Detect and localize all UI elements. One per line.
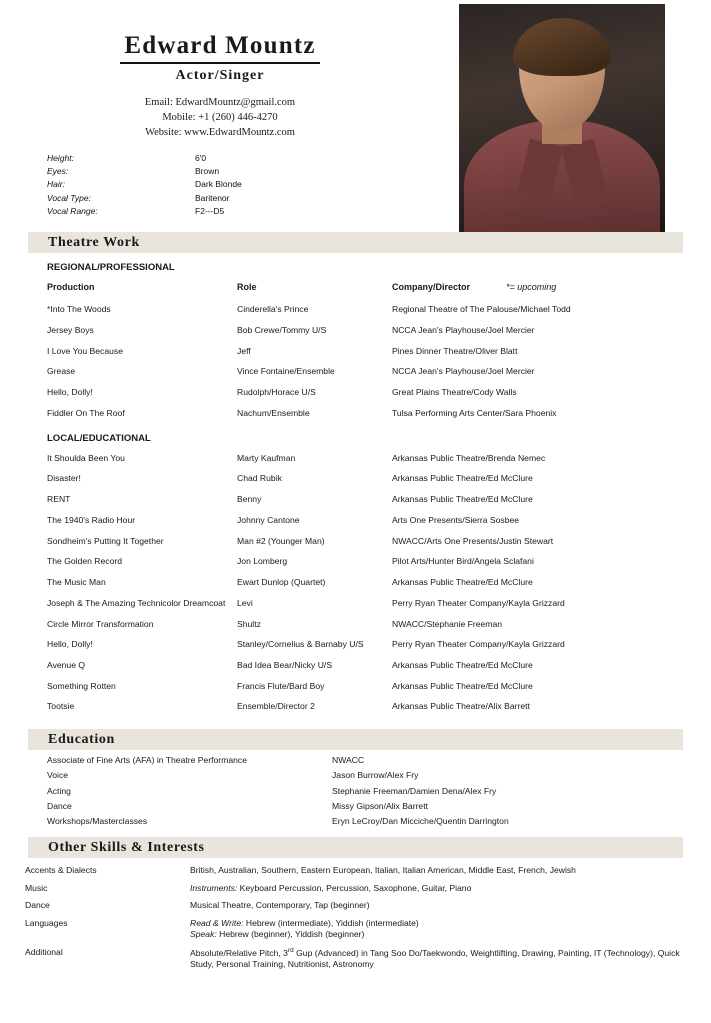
- stat-value: Brown: [195, 166, 220, 177]
- credit-production: I Love You Because: [47, 345, 123, 356]
- skill-row: [0, 862, 711, 880]
- table-row: [0, 489, 711, 510]
- performer-name: Edward Mountz: [120, 32, 319, 64]
- credit-company: Arkansas Public Theatre/Alix Barrett: [392, 701, 530, 712]
- credit-company: NWACC/Stephanie Freeman: [392, 618, 503, 629]
- credit-production: Avenue Q: [47, 660, 86, 670]
- table-row: [0, 593, 711, 614]
- table-row: [0, 634, 711, 655]
- theatre-section: [0, 262, 711, 717]
- headshot-photo: [459, 4, 665, 232]
- table-row: [0, 341, 711, 362]
- credit-company: Arkansas Public Theatre/Ed McClure: [392, 494, 533, 505]
- skill-row: [0, 880, 711, 898]
- skill-line-text: Keyboard Percussion, Percussion, Saxophone, Guitar, Piano: [239, 882, 472, 893]
- credit-production: Jersey Boys: [47, 324, 94, 335]
- credit-company: NCCA Jean's Playhouse/Joel Mercier: [392, 366, 535, 377]
- skill-label: Accents & Dialects: [25, 865, 97, 876]
- stat-row: [47, 178, 242, 191]
- table-row: [0, 403, 711, 424]
- skill-value: [190, 944, 711, 974]
- table-row: [0, 299, 711, 320]
- table-row: [0, 676, 711, 697]
- skill-line-text: Absolute/Relative Pitch, 3rd Gup (Advanced) in Tang Soo Do/Taekwondo, Weightlifting, Drawing, Painting, IT (Technology), Quick Study, Personal Training, Nutritionist, Astronomy: [190, 947, 680, 970]
- skill-line-lead: Instruments:: [190, 882, 240, 893]
- contact-email: Email: EdwardMountz@gmail.com: [144, 97, 296, 108]
- credit-production: Sondheim's Putting It Together: [47, 535, 164, 546]
- stat-label: Height:: [47, 153, 74, 163]
- credit-role: Ensemble/Director 2: [237, 701, 315, 712]
- skill-value: [190, 915, 711, 944]
- credit-role: Man #2 (Younger Man): [237, 535, 325, 546]
- skill-value: [190, 862, 711, 880]
- stat-row: [47, 205, 242, 218]
- credit-production: RENT: [47, 494, 71, 505]
- credit-company: NWACC/Arts One Presents/Justin Stewart: [392, 535, 554, 546]
- stat-label: Eyes:: [47, 166, 69, 177]
- skill-line: [190, 883, 681, 895]
- skill-value: [190, 880, 711, 898]
- skill-row: [0, 915, 711, 944]
- credit-role: Marty Kaufman: [237, 452, 296, 463]
- credit-company: Perry Ryan Theater Company/Kayla Grizzard: [392, 639, 565, 650]
- education-row: [0, 753, 711, 768]
- photo-hair: [513, 18, 611, 76]
- table-row: [0, 551, 711, 572]
- theatre-local-heading: LOCAL/EDUCATIONAL: [47, 432, 151, 444]
- credit-role: Benny: [237, 494, 262, 505]
- stat-value: Baritenor: [195, 192, 230, 203]
- education-item: Voice: [47, 770, 69, 781]
- skill-value: [190, 897, 711, 915]
- skill-line: [190, 918, 681, 930]
- stat-label: Vocal Range:: [47, 205, 98, 216]
- skill-label: Dance: [25, 900, 50, 911]
- resume-header: [0, 0, 711, 232]
- skill-label: Music: [25, 882, 48, 893]
- credit-production: It Shoulda Been You: [47, 452, 125, 463]
- skill-line: [190, 947, 681, 971]
- credit-company: Arkansas Public Theatre/Brenda Nemec: [392, 452, 546, 463]
- physical-stats: [47, 152, 242, 218]
- contact-website: Website: www.EdwardMountz.com: [145, 126, 295, 138]
- credit-company: Arkansas Public Theatre/Ed McClure: [392, 680, 533, 691]
- skill-row: [0, 897, 711, 915]
- table-row: [0, 510, 711, 531]
- credit-production: Joseph & The Amazing Technicolor Dreamcoat: [47, 597, 226, 608]
- stat-label: Hair:: [47, 179, 65, 190]
- credit-role: Stanley/Cornelius & Barnaby U/S: [237, 639, 364, 650]
- credit-production: The 1940's Radio Hour: [47, 514, 136, 525]
- education-row: [0, 814, 711, 829]
- credit-role: Cinderella's Prince: [237, 304, 309, 315]
- stat-row: [47, 152, 242, 165]
- skill-row: [0, 944, 711, 974]
- credit-role: Ewart Dunlop (Quartet): [237, 577, 326, 588]
- section-bar-education: [28, 729, 683, 750]
- stat-label: Vocal Type:: [47, 192, 91, 203]
- education-item: Associate of Fine Arts (AFA) in Theatre Performance: [47, 755, 247, 766]
- credit-production: Disaster!: [47, 473, 81, 484]
- stat-value: Dark Blonde: [195, 179, 242, 190]
- table-row: [0, 382, 711, 403]
- section-title-theatre: Theatre Work: [48, 235, 140, 250]
- theatre-local-table: [0, 448, 711, 718]
- skill-line-text: Hebrew (beginner), Yiddish (beginner): [219, 929, 365, 940]
- education-item: Acting: [47, 785, 71, 796]
- table-row: [0, 696, 711, 717]
- credit-company: Arts One Presents/Sierra Sosbee: [392, 514, 520, 525]
- table-row: [0, 361, 711, 382]
- credit-company: Perry Ryan Theater Company/Kayla Grizzard: [392, 597, 565, 608]
- table-header-row: [0, 277, 711, 299]
- skill-line: [190, 900, 681, 912]
- theatre-regional-table: [0, 277, 711, 424]
- skill-line: [190, 865, 681, 877]
- credit-role: Jon Lomberg: [237, 556, 288, 567]
- column-header-production: Production: [47, 282, 95, 292]
- credit-production: *Into The Woods: [47, 304, 111, 315]
- credit-production: Something Rotten: [47, 680, 116, 691]
- credit-production: Hello, Dolly!: [47, 387, 93, 398]
- credit-company: Regional Theatre of The Palouse/Michael Todd: [392, 304, 571, 315]
- education-row: [0, 784, 711, 799]
- column-header-role: Role: [237, 282, 257, 292]
- section-title-skills: Other Skills & Interests: [48, 840, 205, 856]
- credit-company: Arkansas Public Theatre/Ed McClure: [392, 577, 533, 588]
- credit-production: Tootsie: [47, 701, 75, 712]
- stat-value: F2---D5: [195, 205, 225, 216]
- table-row: [0, 531, 711, 552]
- skill-line-text: Hebrew (intermediate), Yiddish (intermediate): [245, 917, 419, 928]
- table-row: [0, 468, 711, 489]
- credit-production: The Golden Record: [47, 556, 122, 567]
- credit-production: Grease: [47, 366, 76, 377]
- skill-label: Additional: [25, 947, 63, 958]
- section-bar-theatre: [28, 232, 683, 253]
- credit-role: Johnny Cantone: [237, 514, 300, 525]
- skill-line-lead: Speak:: [190, 929, 220, 940]
- name-block: [0, 32, 440, 84]
- education-detail: Missy Gipson/Alix Barrett: [332, 800, 428, 811]
- contact-block: [0, 96, 440, 141]
- credit-role: Jeff: [237, 345, 251, 356]
- skills-table: [0, 862, 711, 974]
- table-row: [0, 320, 711, 341]
- skill-line: [190, 929, 681, 941]
- education-detail: Eryn LeCroy/Dan Micciche/Quentin Darrington: [332, 815, 509, 826]
- table-row: [0, 614, 711, 635]
- credit-production: Circle Mirror Transformation: [47, 618, 154, 629]
- education-detail: Jason Burrow/Alex Fry: [332, 770, 419, 781]
- theatre-regional-heading: REGIONAL/PROFESSIONAL: [47, 262, 175, 273]
- credit-role: Levi: [237, 597, 253, 608]
- education-item: Workshops/Masterclasses: [47, 815, 148, 826]
- performer-subtitle: Actor/Singer: [175, 67, 265, 83]
- credit-production: Fiddler On The Roof: [47, 407, 125, 418]
- section-title-education: Education: [48, 732, 115, 748]
- education-row: [0, 768, 711, 783]
- credit-company: Tulsa Performing Arts Center/Sara Phoenix: [392, 407, 557, 418]
- credit-role: Vince Fontaine/Ensemble: [237, 366, 335, 377]
- stat-value: 6'0: [195, 153, 207, 163]
- skill-line-text: British, Australian, Southern, Eastern European, Italian, Italian American, Middle East, French, Jewish: [190, 865, 576, 876]
- stat-row: [47, 165, 242, 178]
- column-header-company: Company/Director *= upcoming: [392, 282, 557, 292]
- education-item: Dance: [47, 800, 72, 811]
- credit-role: Bad Idea Bear/Nicky U/S: [237, 660, 333, 670]
- table-row: [0, 655, 711, 676]
- credit-company: Pines Dinner Theatre/Oliver Blatt: [392, 345, 518, 356]
- education-detail: NWACC: [332, 755, 365, 766]
- skill-line-lead: Read & Write:: [190, 917, 246, 928]
- credit-company: Great Plains Theatre/Cody Walls: [392, 387, 517, 398]
- contact-mobile: Mobile: +1 (260) 446-4270: [162, 111, 278, 123]
- credit-role: Chad Rubik: [237, 473, 282, 484]
- table-row: [0, 448, 711, 469]
- skill-line-text: Musical Theatre, Contemporary, Tap (beginner): [190, 900, 370, 911]
- stat-row: [47, 192, 242, 205]
- credit-company: Pilot Arts/Hunter Bird/Angela Sclafani: [392, 556, 534, 567]
- skill-label: Languages: [25, 917, 68, 928]
- education-row: [0, 799, 711, 814]
- credit-production: Hello, Dolly!: [47, 639, 93, 650]
- table-row: [0, 572, 711, 593]
- credit-role: Rudolph/Horace U/S: [237, 387, 316, 398]
- education-detail: Stephanie Freeman/Damien Dena/Alex Fry: [332, 785, 497, 796]
- credit-company: NCCA Jean's Playhouse/Joel Mercier: [392, 324, 535, 335]
- section-bar-skills: [28, 837, 683, 858]
- credit-role: Bob Crewe/Tommy U/S: [237, 324, 327, 335]
- credit-role: Francis Flute/Bard Boy: [237, 680, 325, 691]
- credit-company: Arkansas Public Theatre/Ed McClure: [392, 660, 533, 670]
- credit-company: Arkansas Public Theatre/Ed McClure: [392, 473, 533, 484]
- credit-role: Nachum/Ensemble: [237, 407, 310, 418]
- education-table: [0, 753, 711, 829]
- credit-production: The Music Man: [47, 577, 106, 588]
- credit-role: Shultz: [237, 618, 261, 629]
